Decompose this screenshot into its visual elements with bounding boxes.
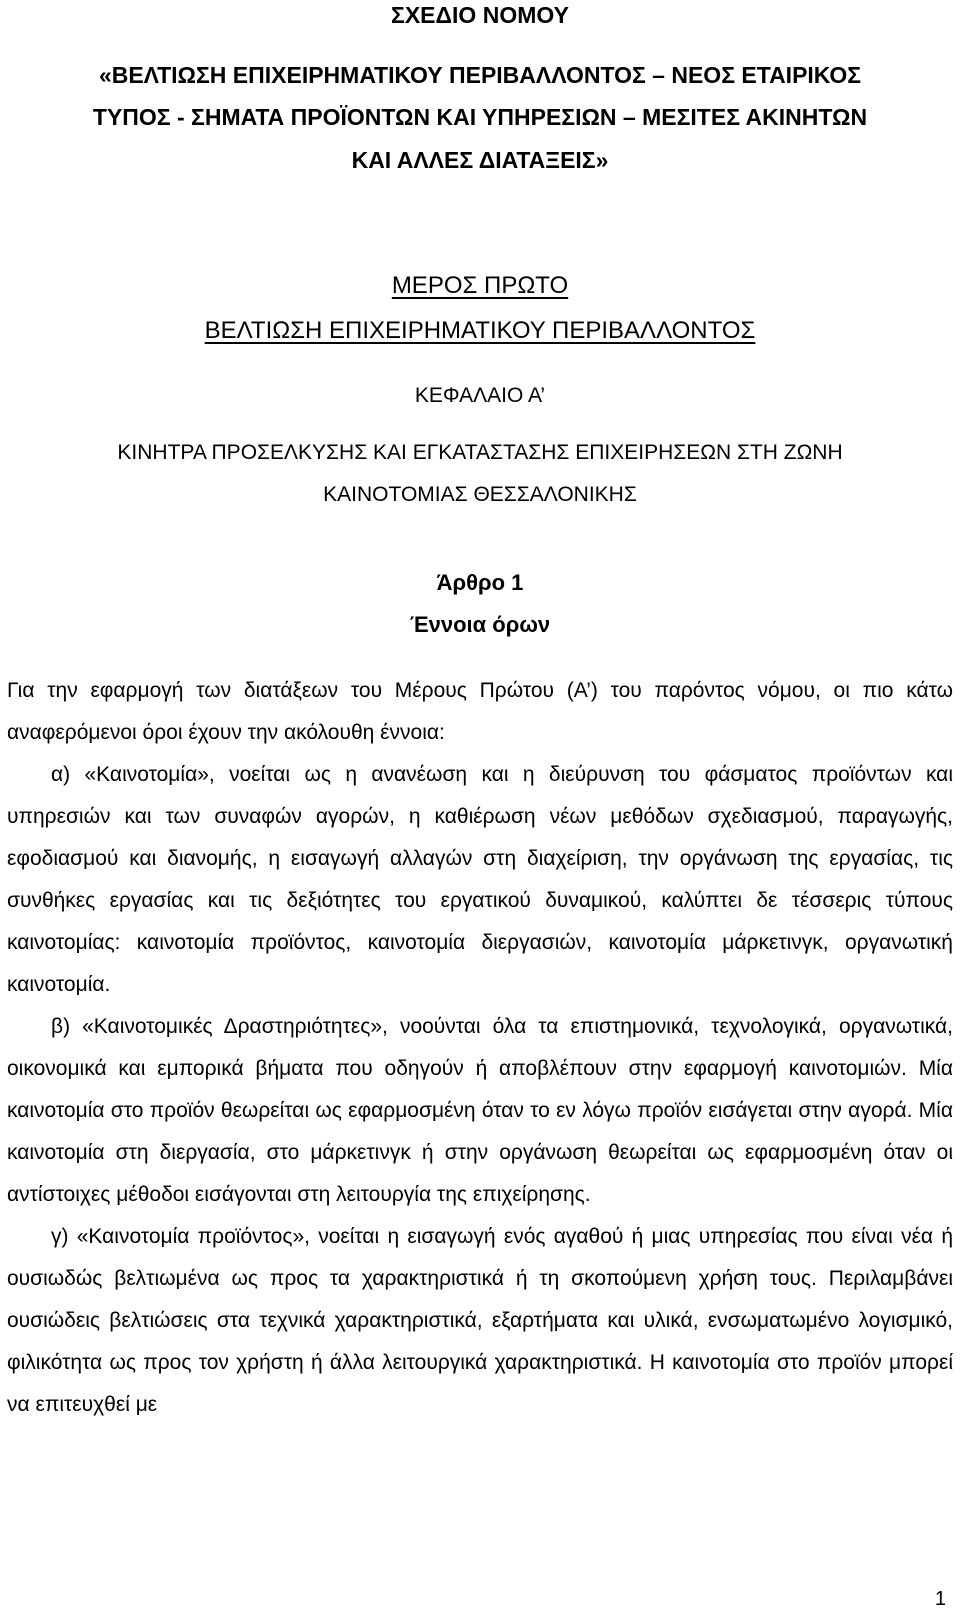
chapter-title-line-2: ΚΑΙΝΟΤΟΜΙΑΣ ΘΕΣΣΑΛΟΝΙΚΗΣ xyxy=(323,483,637,506)
article-title: Έννοια όρων xyxy=(409,612,551,637)
bill-title-line-1: «ΒΕΛΤΙΩΣΗ ΕΠΙΧΕΙΡΗΜΑΤΙΚΟΥ ΠΕΡΙΒΑΛΛΟΝΤΟΣ – ΝΕΟΣ ΕΤΑΙΡΙΚΟΣ xyxy=(98,62,862,88)
definition-a-paragraph: α) «Καινοτομία», νοείται ως η ανανέωση και η διεύρυνση του φάσματος προϊόντων και υπηρεσιών και των συναφών αγορών, η καθιέρωση νέων μεθόδων σχεδιασμού, παραγωγής, εφοδιασμού και διανομής, η εισαγωγή αλλαγών στη διαχείριση, την οργάνωση της εργασίας, τις συνθήκες εργασίας και τις δεξιότητες του εργατικού δυναμικού, καλύπτει δε τέσσερις τύπους καινοτομίας: καινοτομία προϊόντος, καινοτομία διεργασιών, καινοτομία μάρκετινγκ, οργανωτική καινοτομία. xyxy=(7,763,953,996)
intro-paragraph: Για την εφαρμογή των διατάξεων του Μέρους Πρώτου (Α’) του παρόντος νόμου, οι πιο κάτω αναφερόμενοι όροι έχουν την ακόλουθη έννοια: xyxy=(7,679,953,744)
part-label: ΜΕΡΟΣ ΠΡΩΤΟ xyxy=(391,272,569,299)
page-number: 1 xyxy=(934,1588,946,1610)
bill-title-line-3: ΚΑΙ ΑΛΛΕΣ ΔΙΑΤΑΞΕΙΣ» xyxy=(351,147,609,173)
definition-b-paragraph: β) «Καινοτομικές Δραστηριότητες», νοούνται όλα τα επιστημονικά, τεχνολογικά, οργανωτικά, οικονομικά και εμπορικά βήματα που οδηγούν ή αποβλέπουν στην εφαρμογή καινοτομιών. Μία καινοτομία στο προϊόν θεωρείται ως εφαρμοσμένη όταν το εν λόγω προϊόν εισάγεται στην αγορά. Μία καινοτομία στη διεργασία, στο μάρκετινγκ ή στην οργάνωση θεωρείται ως εφαρμοσμένη όταν οι αντίστοιχες μέθοδοι εισάγονται στη λειτουργία της επιχείρησης. xyxy=(7,1015,953,1206)
article-number: Άρθρο 1 xyxy=(436,570,524,595)
chapter-title-line-1: ΚΙΝΗΤΡΑ ΠΡΟΣΕΛΚΥΣΗΣ ΚΑΙ ΕΓΚΑΤΑΣΤΑΣΗΣ ΕΠΙΧΕΙΡΗΣΕΩΝ ΣΤΗ ΖΩΝΗ xyxy=(117,441,843,464)
article-body xyxy=(7,670,953,1426)
part-title: ΒΕΛΤΙΩΣΗ ΕΠΙΧΕΙΡΗΜΑΤΙΚΟΥ ΠΕΡΙΒΑΛΛΟΝΤΟΣ xyxy=(204,317,756,344)
definition-c-paragraph: γ) «Καινοτομία προϊόντος», νοείται η εισαγωγή ενός αγαθού ή μιας υπηρεσίας που είναι νέα ή ουσιωδώς βελτιωμένα ως προς τα χαρακτηριστικά ή τη σκοπούμενη χρήση τους. Περιλαμβάνει ουσιώδεις βελτιώσεις στα τεχνικά χαρακτηριστικά, εξαρτήματα και υλικά, ενσωματωμένο λογισμικό, φιλικότητα ως προς τον χρήστη ή άλλα λειτουργικά χαρακτηριστικά. Η καινοτομία στο προϊόν μπορεί να επιτευχθεί με xyxy=(7,1225,953,1416)
chapter-label: ΚΕΦΑΛΑΙΟ Α’ xyxy=(414,384,546,407)
document-heading: ΣΧΕΔΙΟ ΝΟΜΟΥ xyxy=(391,2,569,28)
bill-title-line-2: ΤΥΠΟΣ - ΣΗΜΑΤΑ ΠΡΟΪΟΝΤΩΝ ΚΑΙ ΥΠΗΡΕΣΙΩΝ – ΜΕΣΙΤΕΣ ΑΚΙΝΗΤΩΝ xyxy=(92,104,868,130)
